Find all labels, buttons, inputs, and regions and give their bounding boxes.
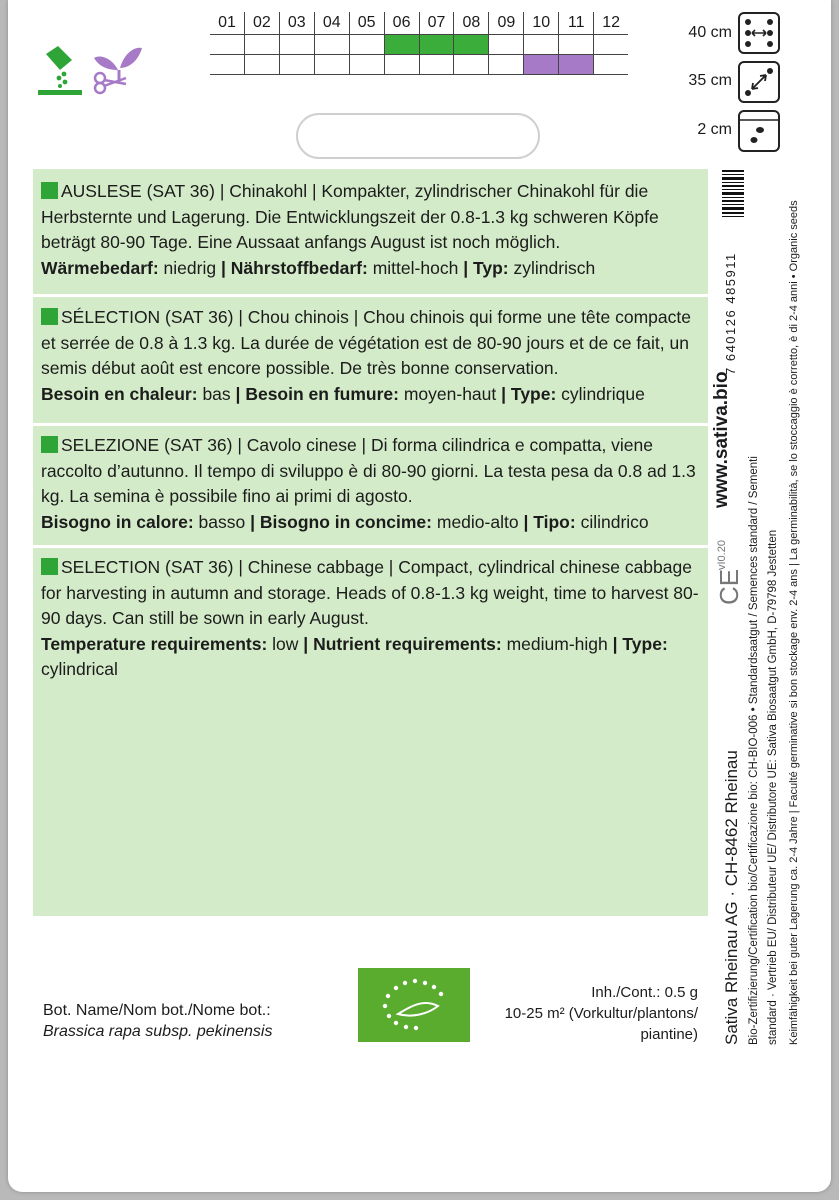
harvest-cell (489, 55, 524, 74)
section-german: AUSLESE (SAT 36) | Chinakohl | Kompakter, zylindrischer Chinakohl für die Herbsternte und Lagerung. Die Entwicklungszeit der 0.8-1.3 kg schweren Köpfe beträgt 80-90 Tage. Eine Aussaat anfangs August ist noch möglich. Wärmebedarf: niedrig | Nährstoffbedarf: mittel-hoch | Typ: zylindrisch (41, 181, 659, 278)
harvest-cell (524, 55, 559, 74)
company-address: Sativa Rheinau AG · CH-8462 Rheinau (722, 750, 741, 1045)
calendar-harvest-row (210, 55, 628, 75)
month-label: 11 (559, 12, 594, 34)
sowing-cell (489, 35, 524, 54)
calendar-month-header (210, 12, 628, 34)
key-value: cylindrique (561, 383, 645, 404)
calendar-sowing-row (210, 34, 628, 55)
green-square-icon (41, 558, 58, 575)
key-label: Wärmebedarf: (41, 257, 159, 278)
section-text: SÉLECTION (SAT 36) | Chou chinois | Chou chinois qui forme une tête compacte et serrée de 0.8 à 1.3 kg. La durée de végétation est de 80-90 jours et de ce fait, un semis début août est encore possible. De très bonne conservation. (41, 307, 691, 378)
section-text: SELECTION (SAT 36) | Chinese cabbage | Compact, cylindrical chinese cabbage for harvesting in autumn and storage. Heads of 0.8-1.3 kg weight, time to harvest 80-90 days. Can still be sown in early August. (41, 557, 699, 628)
month-label: 07 (420, 12, 455, 34)
key-value: cylindrical (41, 659, 118, 679)
green-square-icon (41, 182, 58, 199)
harvest-cell (350, 55, 385, 74)
key-label: Temperature requirements: (41, 633, 268, 654)
version-label: vI0.20 (716, 540, 728, 570)
harvest-cell (280, 55, 315, 74)
key-value: bas (202, 383, 231, 404)
key-value: zylindrisch (513, 257, 596, 278)
key-label: Nutrient requirements: (313, 633, 502, 654)
key-value: cilindrico (580, 511, 649, 532)
section-text: SELEZIONE (SAT 36) | Cavolo cinese | Di forma cilindrica e compatta, viene raccolto d’autunno. Il tempo di sviluppo è di 80-90 giorni. La testa pesa da 0.8 ad 1.3 kg. La semina è possibile fino ai primi di agosto. (41, 435, 696, 506)
green-square-icon (41, 308, 58, 325)
sowing-cell (280, 35, 315, 54)
month-label: 02 (245, 12, 280, 34)
description-panel (33, 169, 708, 916)
harvest-cell (420, 55, 455, 74)
sowing-cell (350, 35, 385, 54)
harvest-cell (245, 55, 280, 74)
row-spacing-label: 40 cm (688, 24, 732, 41)
sowing-calendar (210, 12, 628, 75)
harvest-cell (559, 55, 594, 74)
month-label: 06 (385, 12, 420, 34)
month-label: 01 (210, 12, 245, 34)
sowing-cell (524, 35, 559, 54)
ce-mark: CE (714, 568, 744, 605)
key-value: medio-alto (436, 511, 519, 532)
sowing-cell (315, 35, 350, 54)
month-label: 05 (350, 12, 385, 34)
plant-spacing-label: 35 cm (688, 72, 732, 89)
eu-organic-leaf-logo (358, 968, 470, 1042)
barcode (720, 170, 746, 220)
key-label: Besoin en chaleur: (41, 383, 198, 404)
sowing-cell (420, 35, 455, 54)
section-english: SELECTION (SAT 36) | Chinese cabbage | Compact, cylindrical chinese cabbage for harvesting in autumn and storage. Heads of 0.8-1.3 kg weight, time to harvest 80-90 days. Can still be sown in early August. Temperature requirements: low | Nutrient requirements: medium-high | Type: cylindrical (41, 557, 699, 679)
key-label: Typ: (472, 257, 509, 278)
month-label: 08 (454, 12, 489, 34)
germination-line: Keimfähigkeit bei guter Lagerung ca. 2-4 Jahre | Faculté germinative si bon stockage env. 2-4 ans | La germinabilità, se lo stoccaggio è corretto, è di 2-4 anni • Organic seeds (788, 200, 800, 1045)
watering-can-icon (38, 44, 82, 96)
barcode-number: 7 640126 485911 (723, 252, 738, 375)
key-label: Bisogno in calore: (41, 511, 194, 532)
month-label: 04 (315, 12, 350, 34)
harvest-cell (210, 55, 245, 74)
sowing-cell (385, 35, 420, 54)
key-value: medium-high (506, 633, 608, 654)
key-value: mittel-hoch (372, 257, 459, 278)
section-divider (33, 545, 708, 548)
section-french: SÉLECTION (SAT 36) | Chou chinois | Chou chinois qui forme une tête compacte et serrée de 0.8 à 1.3 kg. La durée de végétation est de 80-90 jours et de ce fait, un semis début août est encore possible. De très bonne conservation. Besoin en chaleur: bas | Besoin en fumure: moyen-haut | Type: cylindrique (41, 307, 691, 404)
section-divider (33, 294, 708, 297)
key-value: basso (198, 511, 246, 532)
key-label: Bisogno in concime: (259, 511, 432, 532)
month-label: 10 (524, 12, 559, 34)
botanical-name-label: Bot. Name/Nom bot./Nome bot.: (43, 1002, 271, 1019)
key-value: niedrig (163, 257, 217, 278)
month-label: 12 (602, 14, 620, 31)
harvest-cell (385, 55, 420, 74)
scissors-plant-icon (92, 40, 144, 96)
seed-depth-icon (738, 110, 780, 152)
key-label: Nährstoffbedarf: (230, 257, 368, 278)
section-divider (33, 423, 708, 426)
content-info (480, 982, 698, 1045)
sowing-depth-label: 2 cm (697, 121, 732, 138)
certification-line: Bio-Zertifizierung/Certification bio/Certificazione bio: CH-BIO-006 • Standardsaatgut / Semences standard / Sementi (748, 456, 760, 1045)
harvest-cell (454, 55, 489, 74)
website-link[interactable]: www.sativa.bio (711, 371, 732, 508)
month-label: 03 (280, 12, 315, 34)
key-label: Tipo: (533, 511, 576, 532)
key-value: moyen-haut (403, 383, 497, 404)
distributor-line: standard · Vertrieb EU/ Distributeur UE/ Distributore UE: Sativa Biosaatgut GmbH, D-79798 Jestetten (767, 529, 779, 1045)
sowing-cell (454, 35, 489, 54)
botanical-name: Brassica rapa subsp. pekinensis (43, 1023, 273, 1040)
sowing-cell (594, 35, 628, 54)
key-value: low (272, 633, 299, 654)
hang-hole (296, 113, 540, 159)
content-area: 10-25 m² (Vorkultur/plantons/ piantine) (504, 1005, 698, 1043)
month-label: 09 (489, 12, 524, 34)
section-text: AUSLESE (SAT 36) | Chinakohl | Kompakter, zylindrischer Chinakohl für die Herbsternte und Lagerung. Die Entwicklungszeit der 0.8-1.3 kg schweren Köpfe beträgt 80-90 Tage. Eine Aussaat anfangs August ist noch möglich. (41, 181, 659, 252)
harvest-cell (594, 55, 628, 74)
sowing-cell (210, 35, 245, 54)
key-label: Besoin en fumure: (245, 383, 399, 404)
sowing-cell (245, 35, 280, 54)
sowing-cell (559, 35, 594, 54)
content-weight: Inh./Cont.: 0.5 g (591, 984, 698, 1001)
key-label: Type: (510, 383, 557, 404)
harvest-cell (315, 55, 350, 74)
section-italian: SELEZIONE (SAT 36) | Cavolo cinese | Di forma cilindrica e compatta, viene raccolto d’autunno. Il tempo di sviluppo è di 80-90 giorni. La testa pesa da 0.8 ad 1.3 kg. La semina è possibile fino ai primi di agosto. Bisogno in calore: basso | Bisogno in concime: medio-alto | Tipo: cilindrico (41, 435, 696, 532)
green-square-icon (41, 436, 58, 453)
diagonal-arrow-icon (738, 61, 780, 103)
dots-spacing-icon (738, 12, 780, 54)
key-label: Type: (622, 633, 668, 654)
